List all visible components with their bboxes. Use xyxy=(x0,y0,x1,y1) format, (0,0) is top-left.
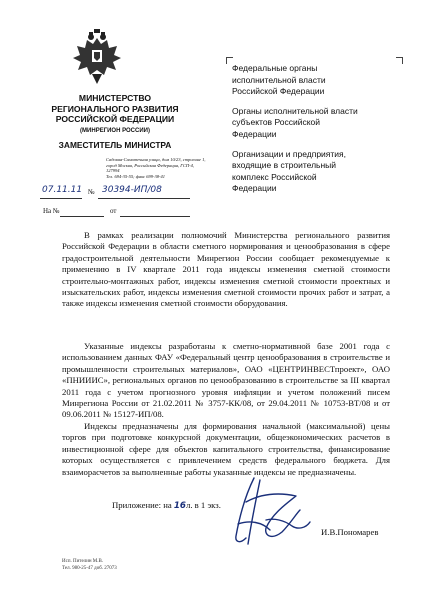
executor-phone: Тел. 980-25-47 доб. 27073 xyxy=(62,566,117,571)
reference-from-label: от xyxy=(110,207,117,215)
paragraph-2-text: Указанные индексы разработаны к сметно-нормативной базе 2001 года с использованием данных ФАУ «Федеральный центр ценообразования в строительстве и промышленности строительных материалов», ОАО «ЦЕНТРИНВЕСТпроект», ОАО «ПНИИИС», региональных органов по ценообразованию в строительстве за III квартал 2011 года с учетом прогнозного уровня инфляции и учетом положений писем Минрегиона России от 21.02.2011 № 3757-КК/08, от 29.04.2011 № 10753-ВТ/08 и от 09.06.2011 № 15127-ИП/08. xyxy=(62,341,390,420)
date-underline xyxy=(40,198,82,199)
registration-line xyxy=(40,185,200,200)
address-line-2: город Москва, Российская Федерация, ГСП-4, 127994 xyxy=(106,162,194,174)
paragraph-3-text: Индексы предназначены для формирования начальной (максимальной) цены торгов при подготовке конкурсной документации, общеэкономических расчетов в инвестиционной сфере для объектов капитального строительства, финансирование которых осуществляется с привлечением средств федерального бюджета. Для взаиморасчетов за выполненные работы указанные индексы не предназначены. xyxy=(62,421,390,477)
recipient-3-line-2: входящие в строительный xyxy=(232,160,337,171)
ministry-name-line-1: МИНИСТЕРСТВО xyxy=(78,93,152,103)
recipient-1-line-1: Федеральные органы xyxy=(232,63,318,73)
recipient-corner-top-right xyxy=(396,57,403,64)
signer-name: И.В.Пономарев xyxy=(321,527,379,537)
registration-date: 07.11.11 xyxy=(42,185,83,195)
address-line-3: Тел. 694-35-55; факс 699-38-41 xyxy=(106,173,166,179)
recipient-2-line-2: субъектов Российской xyxy=(232,117,320,128)
ministry-name-line-2: РЕГИОНАЛЬНОГО РАЗВИТИЯ xyxy=(51,103,179,114)
coat-of-arms-emblem xyxy=(68,28,126,86)
recipient-3-line-3: комплекс Российской xyxy=(232,171,317,182)
reference-date-underline xyxy=(120,216,190,217)
handwritten-signature xyxy=(226,474,312,550)
body-paragraph-1 xyxy=(62,230,390,310)
registration-number: 30394-ИП/08 xyxy=(102,185,162,195)
number-underline xyxy=(98,198,190,199)
recipient-2-line-1: Органы исполнительной власти xyxy=(232,105,358,116)
registration-number-label: № xyxy=(88,188,95,196)
paragraph-1-text: В рамках реализации полномочий Министерства регионального развития Российской Федерации в области сметного нормирования и ценообразования в сфере градостроительной деятельности Минрегион России сообщает рекомендуемые к применению в IV квартале 2011 года индексы изменения сметной стоимости строительно-монтажных работ, индексы изменения сметной стоимости проектных и изыскательских работ, индексы изменения сметной стоимости прочих работ и затрат, а также индексы изменения сметной стоимости оборудования. xyxy=(62,230,390,309)
recipient-3-line-1: Организации и предприятия, xyxy=(232,148,346,159)
attachment-prefix: Приложение: на xyxy=(112,500,172,510)
ministry-name-line-3: РОССИЙСКОЙ ФЕДЕРАЦИИ xyxy=(55,114,175,124)
sender-position: ЗАМЕСТИТЕЛЬ МИНИСТРА xyxy=(58,140,172,150)
recipient-1-line-3: Российской Федерации xyxy=(232,86,325,97)
reference-number-underline xyxy=(60,216,104,217)
reference-number-label: На № xyxy=(43,207,60,215)
recipient-2 xyxy=(232,106,392,141)
recipient-3 xyxy=(232,149,392,195)
recipients-block xyxy=(232,63,392,203)
attachment-pages: 16 xyxy=(173,501,186,511)
recipient-2-line-3: Федерации xyxy=(232,128,277,139)
recipient-1 xyxy=(232,63,392,98)
executor-name: Исп. Пителин М.В. xyxy=(62,559,104,564)
executor-info xyxy=(62,558,117,572)
recipient-1-line-2: исполнительной власти xyxy=(232,74,326,85)
address-line-1: Садовая-Самотечная улица, дом 10/23, строение 1, xyxy=(106,157,206,162)
ministry-name xyxy=(40,93,190,125)
reference-line xyxy=(40,207,200,219)
body-paragraph-3 xyxy=(62,421,390,478)
ministry-address xyxy=(106,157,206,179)
body-paragraph-2 xyxy=(62,341,390,421)
recipient-3-line-4: Федерации xyxy=(232,183,277,194)
ministry-short-name: (МИНРЕГИОН РОССИИ) xyxy=(80,128,150,134)
attachment-note xyxy=(112,500,221,511)
attachment-suffix: л. в 1 экз. xyxy=(185,500,221,510)
